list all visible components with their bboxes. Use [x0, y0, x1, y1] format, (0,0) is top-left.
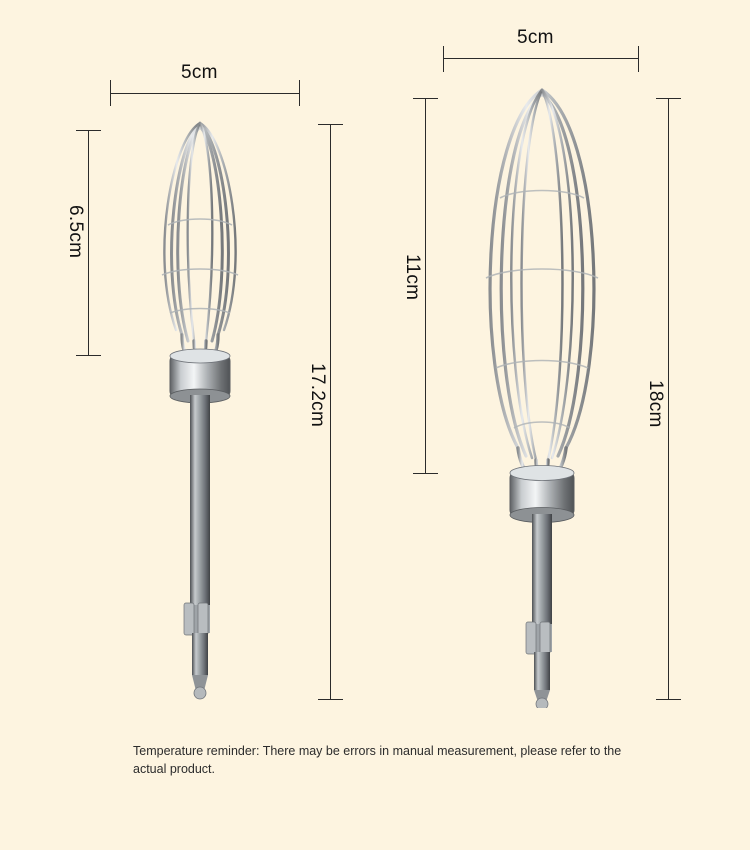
whisk-large-total-tick-top — [656, 98, 681, 99]
whisk-large-width-tick-right — [638, 46, 639, 72]
whisk-small-svg — [120, 105, 280, 705]
whisk-small-width-line — [110, 93, 300, 94]
whisk-small-illustration — [120, 105, 280, 705]
whisk-small-total-tick-top — [318, 124, 343, 125]
whisk-large-illustration — [452, 68, 632, 708]
measurement-note: Temperature reminder: There may be errors in manual measurement, please refer to the actual product. — [133, 744, 622, 777]
whisk-large-head-line — [425, 98, 426, 473]
whisk-large-svg — [452, 68, 632, 708]
whisk-large-head-height-label: 11cm — [402, 254, 423, 301]
whisk-small-total-height-label: 17.2cm — [307, 363, 328, 428]
whisk-small-width-label: 5cm — [181, 62, 218, 83]
whisk-small-head-tick-top — [76, 130, 101, 131]
whisk-large-total-height-label: 18cm — [645, 380, 666, 428]
whisk-large-width-label: 5cm — [517, 27, 554, 48]
whisk-small-head-line — [88, 130, 89, 355]
whisk-large-total-tick-bottom — [656, 699, 681, 700]
whisk-small-total-line — [330, 124, 331, 699]
whisk-large-head-tick-top — [413, 98, 438, 99]
whisk-small-width-tick-left — [110, 80, 111, 106]
whisk-small-total-tick-bottom — [318, 699, 343, 700]
whisk-large-head-tick-bottom — [413, 473, 438, 474]
whisk-large-total-line — [668, 98, 669, 699]
whisk-small-head-height-label: 6.5cm — [65, 205, 86, 259]
whisk-large-width-tick-left — [443, 46, 444, 72]
whisk-small-head-tick-bottom — [76, 355, 101, 356]
whisk-small-width-tick-right — [299, 80, 300, 106]
whisk-large-width-line — [443, 58, 639, 59]
